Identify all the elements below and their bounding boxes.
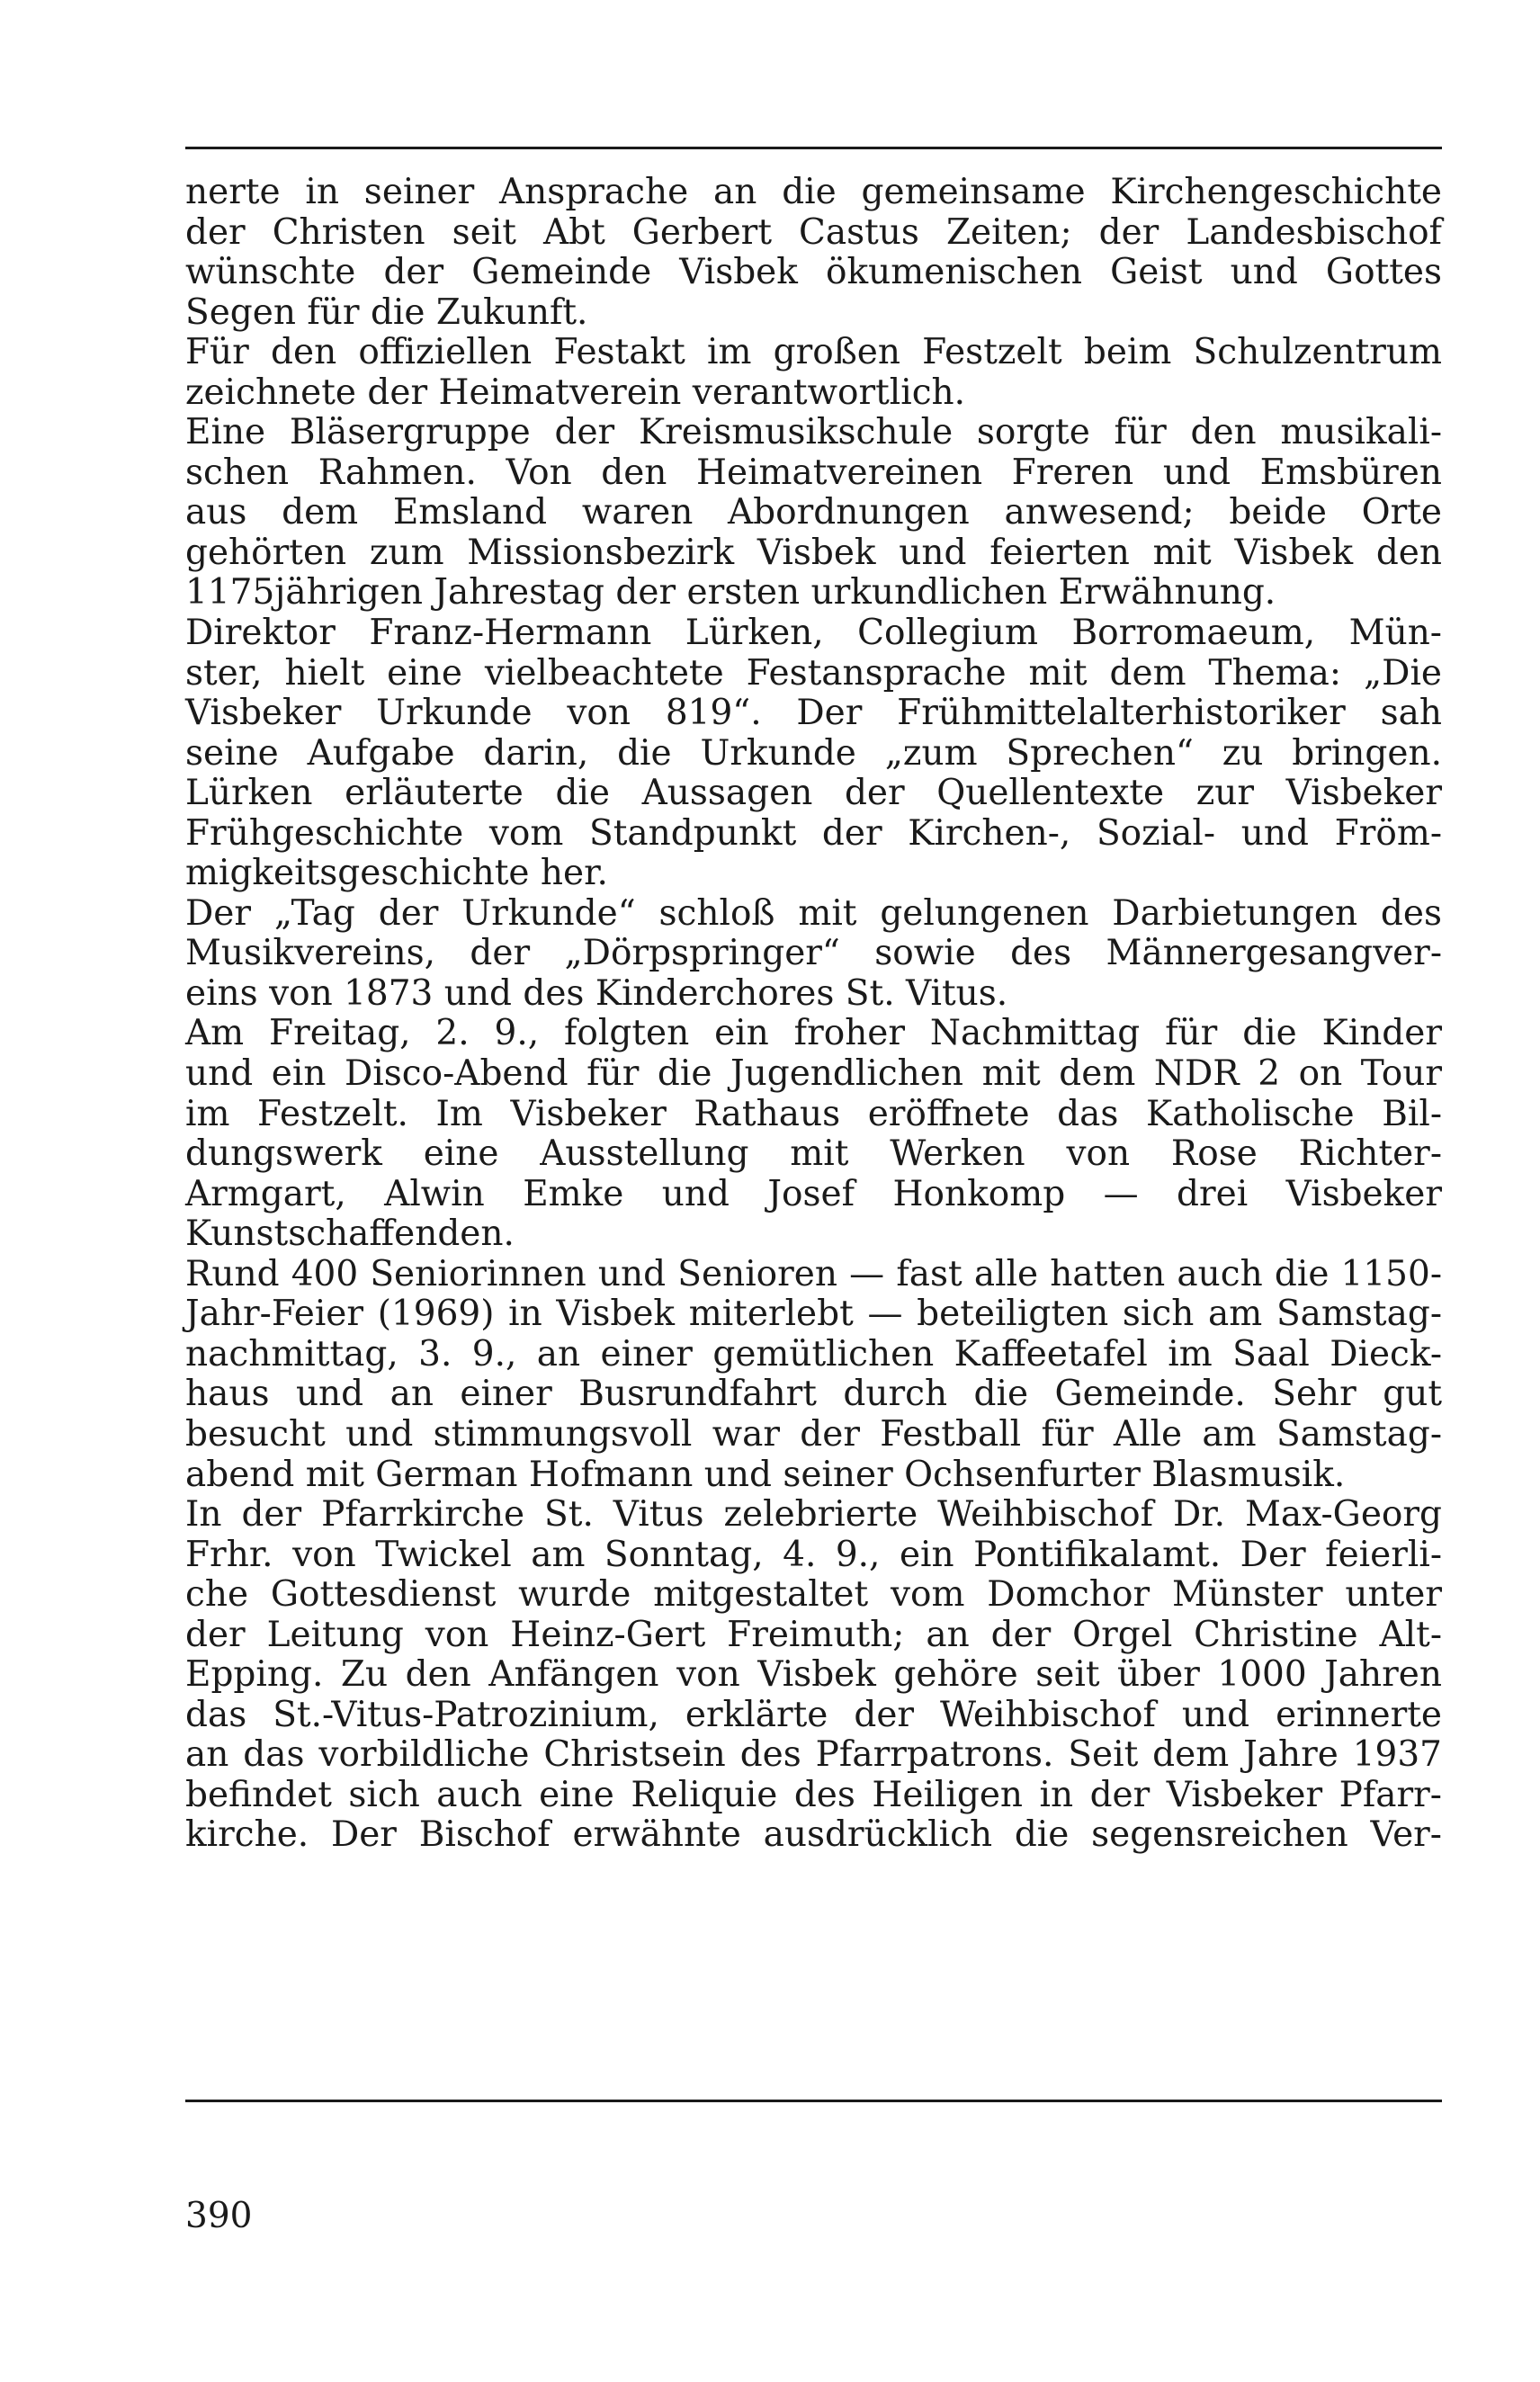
text-line: Für den offiziellen Festakt im großen Festzelt beim Schulzentrum: [185, 332, 1442, 373]
text-line: Armgart, Alwin Emke und Josef Honkomp — drei Visbeker: [185, 1173, 1442, 1214]
text-line: Musikvereins, der „Dörpspringer“ sowie des Männergesangver-: [185, 933, 1442, 974]
text-line: Direktor Franz-Hermann Lürken, Collegium Borromaeum, Mün-: [185, 613, 1442, 654]
text-line: Frühgeschichte vom Standpunkt der Kirchen-, Sozial- und Fröm-: [185, 812, 1442, 854]
text-line: Eine Bläsergruppe der Kreismusikschule sorgte für den musikali-: [185, 412, 1442, 453]
text-line: kirche. Der Bischof erwähnte ausdrücklich die segensreichen Ver-: [185, 1814, 1442, 1856]
text-line: seine Aufgabe darin, die Urkunde „zum Sprechen“ zu bringen.: [185, 732, 1442, 774]
text-line: Segen für die Zukunft.: [185, 291, 588, 333]
text-line: Am Freitag, 2. 9., folgten ein froher Nachmittag für die Kinder: [185, 1013, 1442, 1054]
text-line: In der Pfarrkirche St. Vitus zelebrierte Weihbischof Dr. Max-Georg: [185, 1494, 1442, 1536]
text-line: im Festzelt. Im Visbeker Rathaus eröffnete das Katholische Bil-: [185, 1093, 1442, 1134]
text-line: migkeitsgeschichte her.: [185, 853, 608, 894]
bottom-rule: [185, 2100, 1442, 2102]
text-line: Visbeker Urkunde von 819“. Der Frühmittelalterhistoriker sah: [185, 693, 1442, 734]
text-line: zeichnete der Heimatverein verantwortlich.: [185, 372, 966, 413]
page-number: 390: [185, 2196, 253, 2236]
text-line: schen Rahmen. Von den Heimatvereinen Freren und Emsbüren: [185, 452, 1442, 493]
text-line: befindet sich auch eine Reliquie des Heiligen in der Visbeker Pfarr-: [185, 1774, 1442, 1815]
text-line: aus dem Emsland waren Abordnungen anwesend; beide Orte: [185, 492, 1442, 533]
text-line: Frhr. von Twickel am Sonntag, 4. 9., ein Pontifikalamt. Der feierli-: [185, 1534, 1442, 1575]
text-line: Epping. Zu den Anfängen von Visbek gehöre seit über 1000 Jahren: [185, 1654, 1442, 1696]
text-line: 1175jährigen Jahrestag der ersten urkundlichen Erwähnung.: [185, 572, 1276, 613]
text-line: gehörten zum Missionsbezirk Visbek und feierten mit Visbek den: [185, 532, 1442, 573]
text-line: und ein Disco-Abend für die Jugendlichen mit dem NDR 2 on Tour: [185, 1053, 1442, 1095]
text-line: wünschte der Gemeinde Visbek ökumenischen Geist und Gottes: [185, 252, 1442, 293]
text-line: nachmittag, 3. 9., an einer gemütlichen Kaffeetafel im Saal Dieck-: [185, 1333, 1442, 1375]
text-line: der Christen seit Abt Gerbert Castus Zeiten; der Landesbischof: [185, 211, 1442, 253]
text-line: haus und an einer Busrundfahrt durch die Gemeinde. Sehr gut: [185, 1374, 1442, 1415]
text-line: Der „Tag der Urkunde“ schloß mit gelungenen Darbietungen des: [185, 892, 1442, 934]
text-line: eins von 1873 und des Kinderchores St. Vitus.: [185, 972, 1008, 1014]
text-line: Jahr-Feier (1969) in Visbek miterlebt — beteiligten sich am Samstag-: [185, 1294, 1442, 1335]
text-line: an das vorbildliche Christsein des Pfarrpatrons. Seit dem Jahre 1937: [185, 1734, 1442, 1776]
text-line: Lürken erläuterte die Aussagen der Quellentexte zur Visbeker: [185, 773, 1442, 814]
text-line: nerte in seiner Ansprache an die gemeinsame Kirchengeschichte: [185, 172, 1442, 212]
text-line: Rund 400 Seniorinnen und Senioren — fast alle hatten auch die 1150-: [185, 1253, 1442, 1294]
text-line: ster, hielt eine vielbeachtete Festansprache mit dem Thema: „Die: [185, 652, 1442, 694]
text-line: abend mit German Hofmann und seiner Ochsenfurter Blasmusik.: [185, 1454, 1346, 1495]
body-text: [185, 173, 1442, 1856]
text-line: besucht und stimmungsvoll war der Festball für Alle am Samstag-: [185, 1413, 1442, 1455]
text-line: der Leitung von Heinz-Gert Freimuth; an der Orgel Christine Alt-: [185, 1614, 1442, 1655]
text-line: che Gottesdienst wurde mitgestaltet vom Domchor Münster unter: [185, 1574, 1442, 1616]
text-line: Kunstschaffenden.: [185, 1213, 515, 1255]
text-line: das St.-Vitus-Patrozinium, erklärte der Weihbischof und erinnerte: [185, 1694, 1442, 1735]
top-rule: [185, 147, 1442, 149]
text-line: dungswerk eine Ausstellung mit Werken von Rose Richter-: [185, 1133, 1442, 1175]
